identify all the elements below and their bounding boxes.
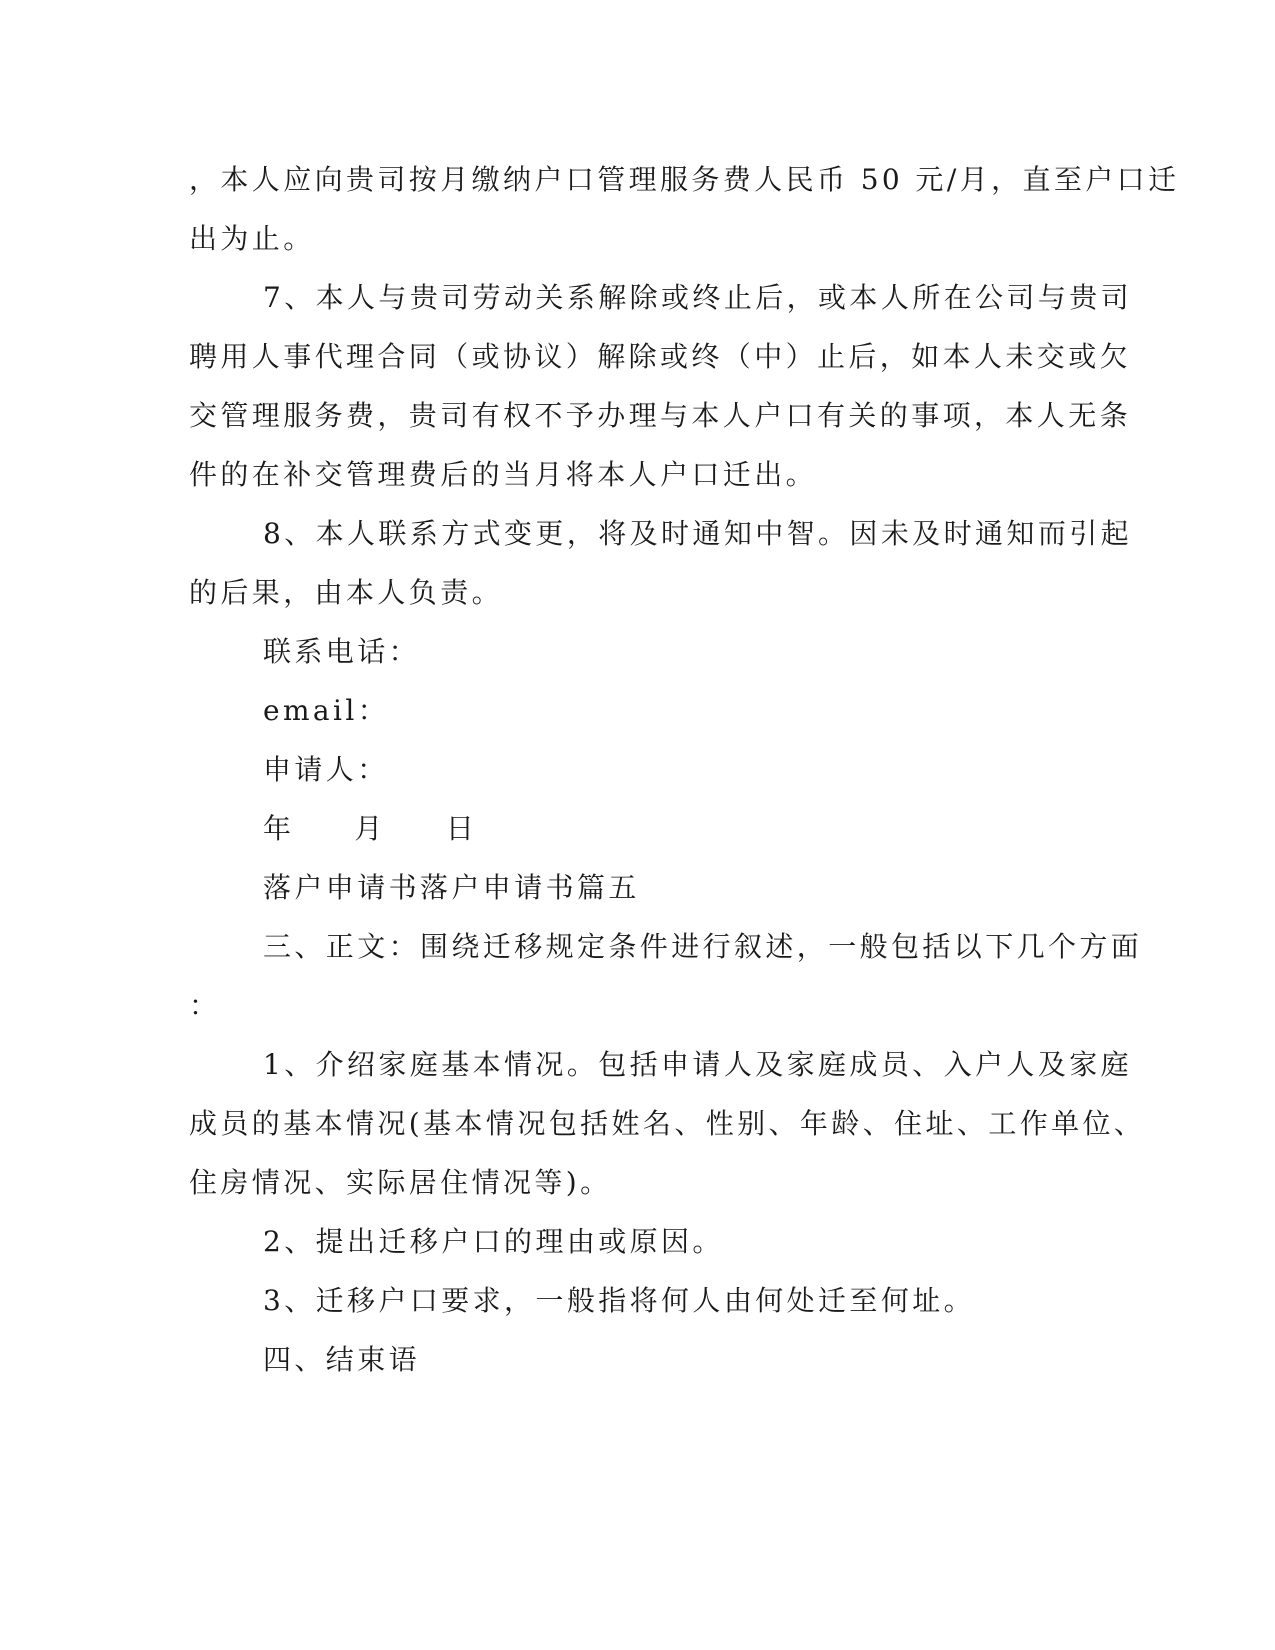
clause-8-line: 8、本人联系方式变更，将及时通知中智。因未及时通知而引起 [263,517,1133,550]
paragraph-line: ，本人应向贵司按月缴纳户口管理服务费人民币 50 元/月，直至户口迁 [189,163,1180,196]
paragraph-line: ： [189,989,221,1022]
date-month-label: 月 [354,812,386,845]
item-3-line: 3、迁移户口要求，一般指将何人由何处迁至何址。 [263,1284,976,1317]
email-label: email： [263,694,390,727]
section-heading: 落户申请书落户申请书篇五 [263,871,640,904]
section-3-heading: 三、正文：围绕迁移规定条件进行叙述，一般包括以下几个方面 [263,930,1143,963]
date-line [263,811,477,847]
paragraph-line: 成员的基本情况(基本情况包括姓名、性别、年龄、住址、工作单位、 [189,1107,1146,1140]
date-day-label: 日 [445,812,478,845]
item-1-line: 1、介绍家庭基本情况。包括申请人及家庭成员、入户人及家庭 [263,1048,1133,1081]
paragraph-line: 出为止。 [189,222,315,255]
paragraph-line: 交管理服务费，贵司有权不予办理与本人户口有关的事项，本人无条 [189,399,1132,432]
clause-7-line: 7、本人与贵司劳动关系解除或终止后，或本人所在公司与贵司 [263,281,1133,314]
paragraph-line: 件的在补交管理费后的当月将本人户口迁出。 [189,458,818,491]
paragraph-line: 的后果，由本人负责。 [189,576,504,609]
date-year-label: 年 [263,812,295,845]
contact-phone-label: 联系电话： [263,635,421,668]
paragraph-line: 聘用人事代理合同（或协议）解除或终（中）止后，如本人未交或欠 [189,340,1132,373]
applicant-label: 申请人： [263,753,389,786]
item-2-line: 2、提出迁移户口的理由或原因。 [263,1225,724,1258]
paragraph-line: 住房情况、实际居住情况等)。 [189,1166,612,1199]
section-4-heading: 四、结束语 [263,1343,421,1376]
